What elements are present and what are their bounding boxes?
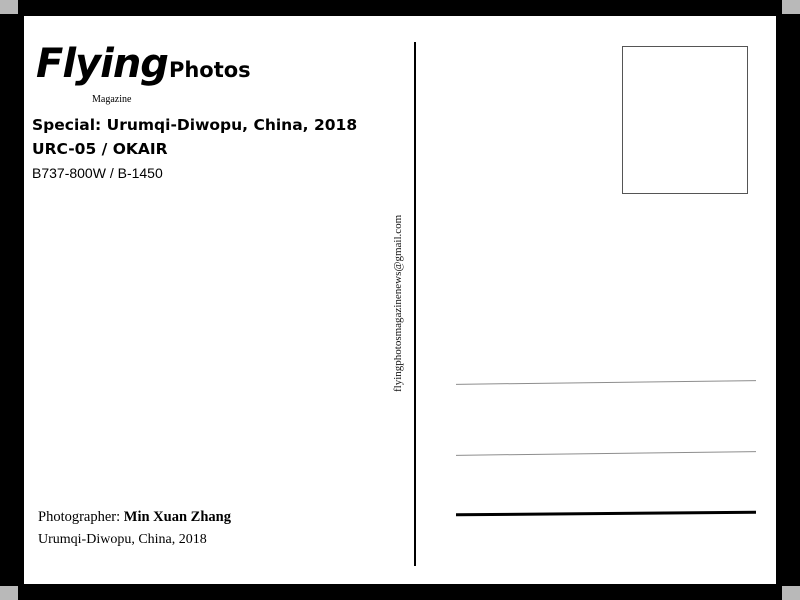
caption-special-line: Special: Urumqi-Diwopu, China, 2018 <box>32 116 358 134</box>
postcard-back <box>24 16 776 584</box>
corner-marker-bottom-left <box>0 586 18 600</box>
masthead-tagline: Magazine <box>92 94 132 105</box>
photographer-name: Min Xuan Zhang <box>123 509 231 525</box>
caption-block <box>32 116 452 181</box>
contact-email-vertical: flyingphotosmagazinenews@gmail.com <box>392 214 404 392</box>
photo-location: Urumqi-Diwopu, China, 2018 <box>38 532 207 547</box>
masthead-word-photos: Photos <box>168 58 251 82</box>
photographer-credit-row <box>38 509 378 526</box>
caption-aircraft-line: B737-800W / B-1450 <box>32 165 163 181</box>
magazine-masthead <box>36 41 356 108</box>
corner-marker-bottom-right <box>782 586 800 600</box>
stamp-placeholder-box <box>622 46 748 194</box>
masthead-word-flying: Flying <box>36 41 168 87</box>
address-rule-2 <box>456 451 756 456</box>
postcard-center-divider <box>414 42 416 566</box>
photographer-label: Photographer: <box>38 509 121 525</box>
photographer-credit <box>38 509 378 548</box>
corner-marker-top-left <box>0 0 18 14</box>
address-rule-3 <box>456 511 756 517</box>
corner-marker-top-right <box>782 0 800 14</box>
caption-code-line: URC-05 / OKAIR <box>32 140 168 158</box>
address-rule-1 <box>456 380 756 385</box>
